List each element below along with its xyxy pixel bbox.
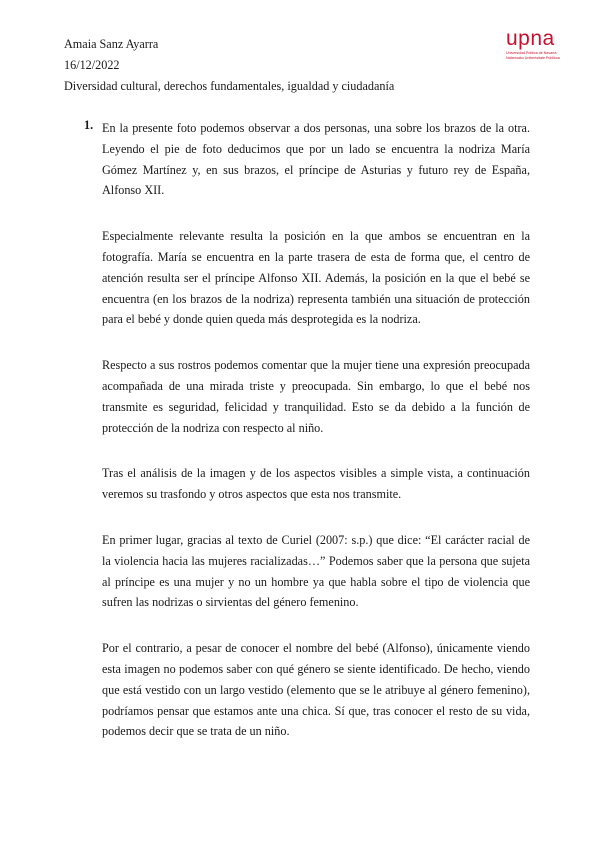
logo-subtitle-1: Universidad Pública de Navarra xyxy=(506,51,557,55)
paragraph-6: Por el contrario, a pesar de conocer el nombre del bebé (Alfonso), únicamente viendo esta imagen no podemos saber con qué género se siente identificado. De hecho, viendo que está vestido con un largo vestido (elemento que se le atribuye al género femenino), podríamos pensar que estamos ante una chica. Sí que, tras conocer el resto de su vida, podemos decir que se trata de un niño. xyxy=(102,641,530,739)
document-header xyxy=(64,34,394,97)
upna-logo xyxy=(506,28,572,61)
logo-subtitle-2: Nafarroako Unibertsitate Publikoa xyxy=(506,56,560,61)
course-title: Diversidad cultural, derechos fundamentales, igualdad y ciudadanía xyxy=(64,79,395,93)
paragraph-1: En la presente foto podemos observar a dos personas, una sobre los brazos de la otra. Leyendo el pie de foto deducimos que por un lado se encuentra la nodriza María Gómez Martínez y, en sus brazos, el príncipe de Asturias y futuro rey de España, Alfonso XII. xyxy=(102,121,530,198)
document-body xyxy=(84,118,530,767)
author-name: Amaia Sanz Ayarra xyxy=(64,37,159,51)
paragraph-2: Especialmente relevante resulta la posición en la que ambos se encuentran en la fotografía. María se encuentra en la parte trasera de esta de forma que, el centro de atención resulta ser el príncipe Alfonso XII. Además, la posición en la que el bebé se encuentra (en los brazos de la nodriza) representa también una situación de protección para el bebé y donde quien queda más desprotegida es la nodriza. xyxy=(102,229,530,327)
list-number: 1. xyxy=(84,118,94,132)
paragraph-5: En primer lugar, gracias al texto de Curiel (2007: s.p.) que dice: “El carácter racial de la violencia hacia las mujeres racializadas…” Podemos saber que la persona que sujeta al príncipe es una mujer y no un hombre ya que habla sobre el tipo de violencia que sufren las nodrizas o sirvientas del género femenino. xyxy=(102,532,530,610)
logo-wordmark: upna xyxy=(506,27,555,50)
document-date: 16/12/2022 xyxy=(64,58,120,72)
paragraph-3: Respecto a sus rostros podemos comentar que la mujer tiene una expresión preocupada acompañada de una mirada triste y preocupada. Sin embargo, lo que el bebé nos transmite es seguridad, felicidad y tranquilidad. Esto se da debido a la función de protección de la nodriza con respecto al niño. xyxy=(102,358,530,435)
paragraph-4: Tras el análisis de la imagen y de los aspectos visibles a simple vista, a continuación veremos su trasfondo y otros aspectos que esta nos transmite. xyxy=(102,466,530,502)
